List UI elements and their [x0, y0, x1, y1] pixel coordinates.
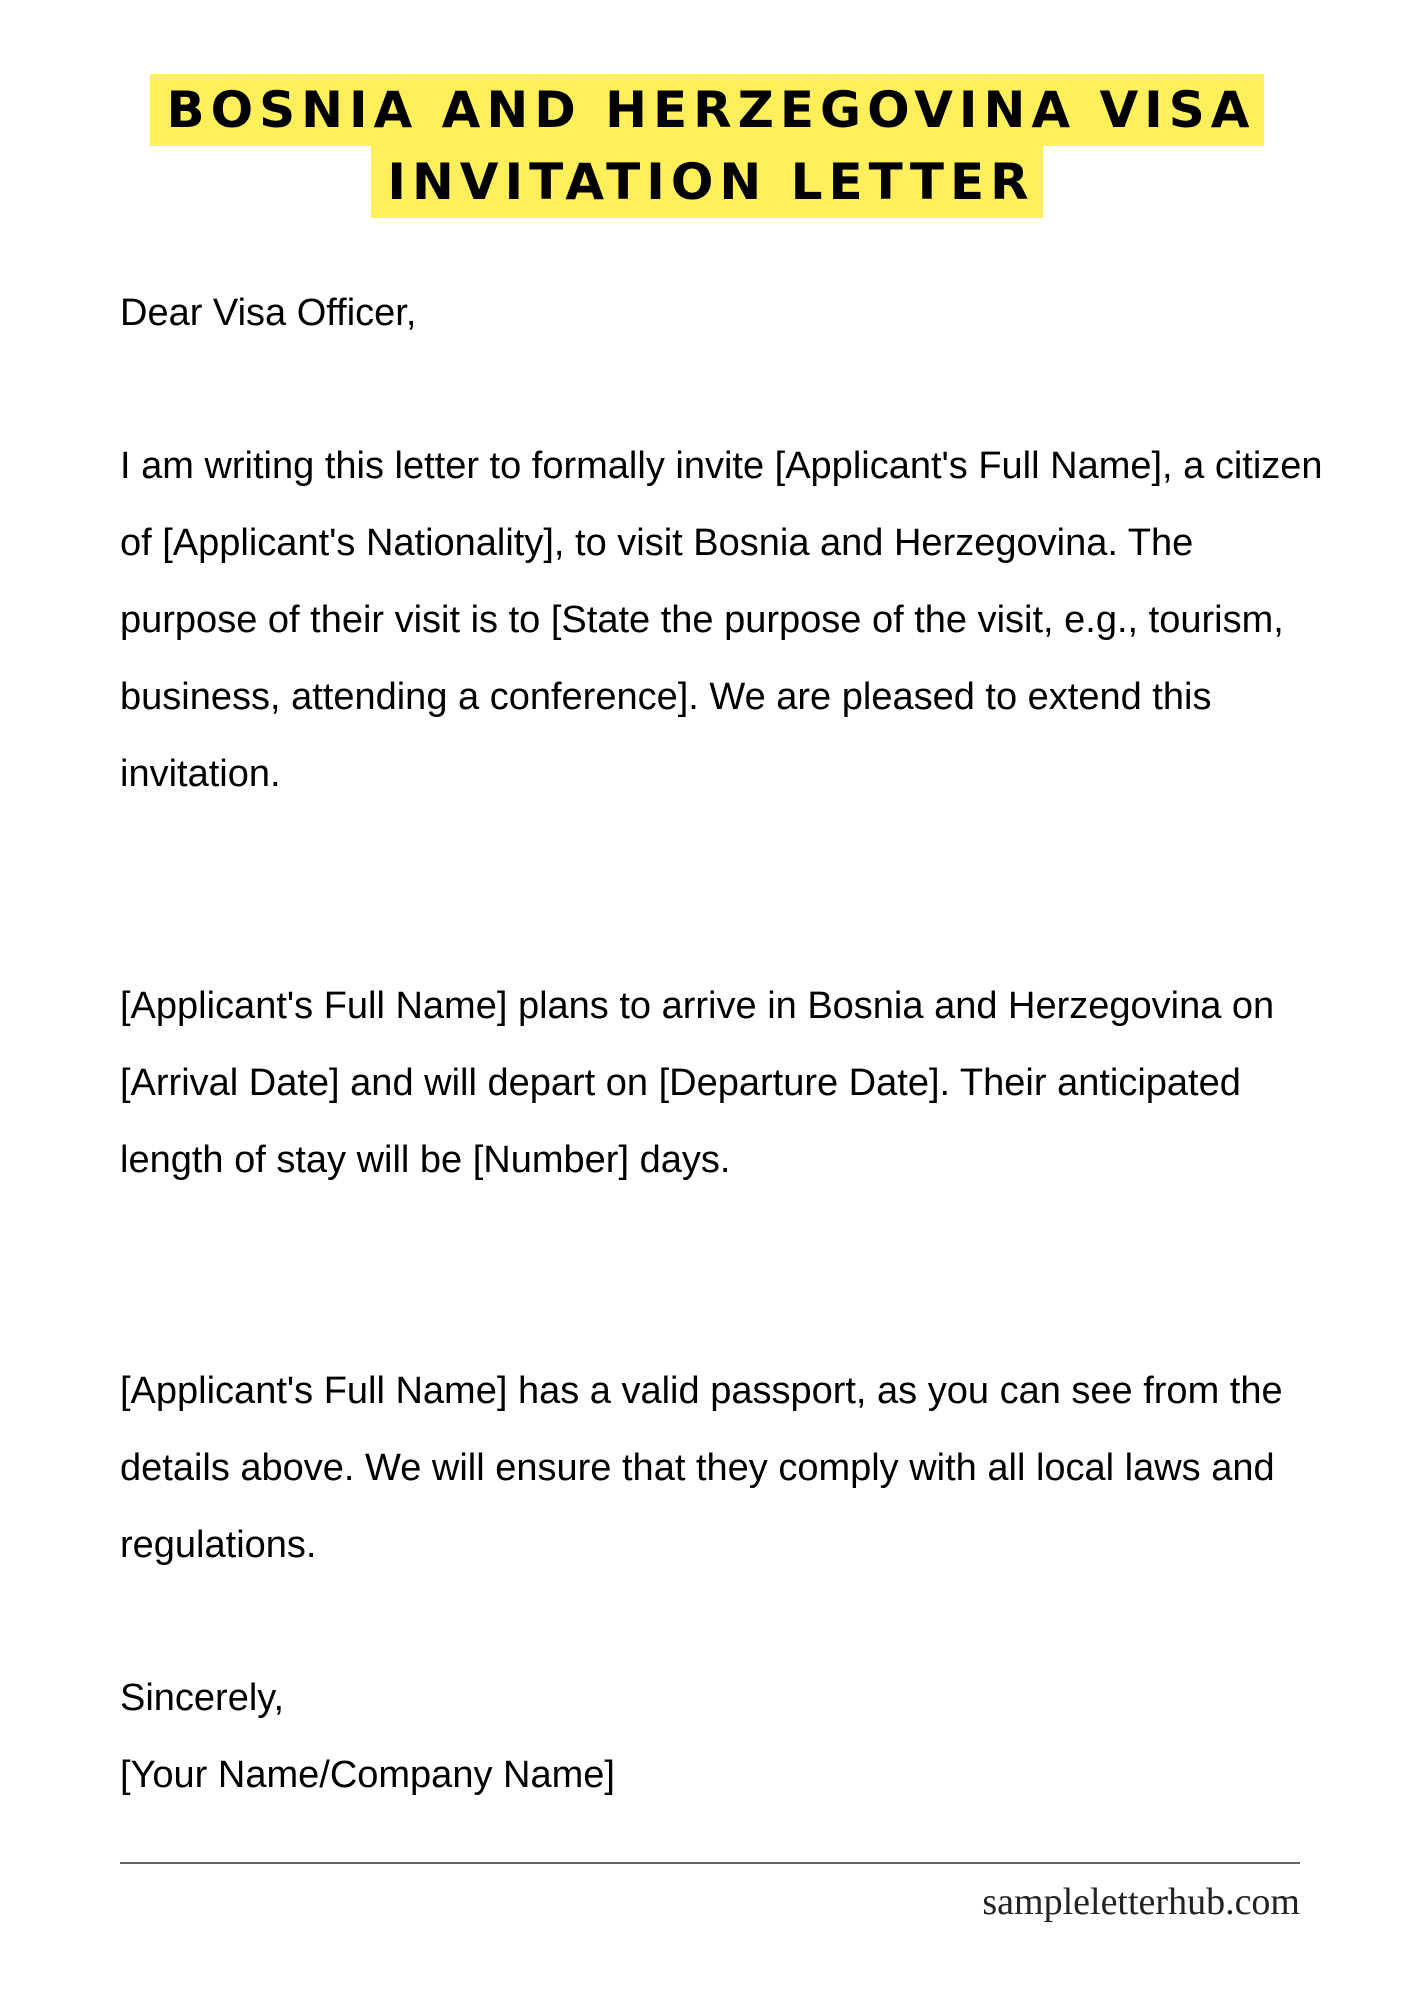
- footer-site-name: sampleletterhub.com: [982, 1881, 1300, 1923]
- title-line-1: BOSNIA AND HERZEGOVINA VISA: [150, 74, 1263, 146]
- letter-signature: [Your Name/Company Name]: [120, 1754, 615, 1796]
- letter-closing: Sincerely,: [120, 1677, 285, 1719]
- letter-paragraph-2: [Applicant's Full Name] plans to arrive in Bosnia and Herzegovina on [Arrival Date] and will depart on [Departure Date]. Their anticipated length of stay will be [Number] days.: [120, 985, 1275, 1181]
- letter-greeting: Dear Visa Officer,: [120, 292, 417, 334]
- title-line-2: INVITATION LETTER: [371, 146, 1042, 218]
- letter-title: [0, 74, 1414, 218]
- footer-divider: [120, 1862, 1300, 1864]
- letter-paragraph-1: I am writing this letter to formally invite [Applicant's Full Name], a citizen of [Applicant's Nationality], to visit Bosnia and Herzegovina. The purpose of their visit is to [State the purpose of the visit, e.g., tourism, business, attending a conference]. We are pleased to extend this invitation.: [120, 445, 1323, 795]
- letter-paragraph-3: [Applicant's Full Name] has a valid passport, as you can see from the details above. We will ensure that they comply with all local laws and regulations.: [120, 1370, 1283, 1566]
